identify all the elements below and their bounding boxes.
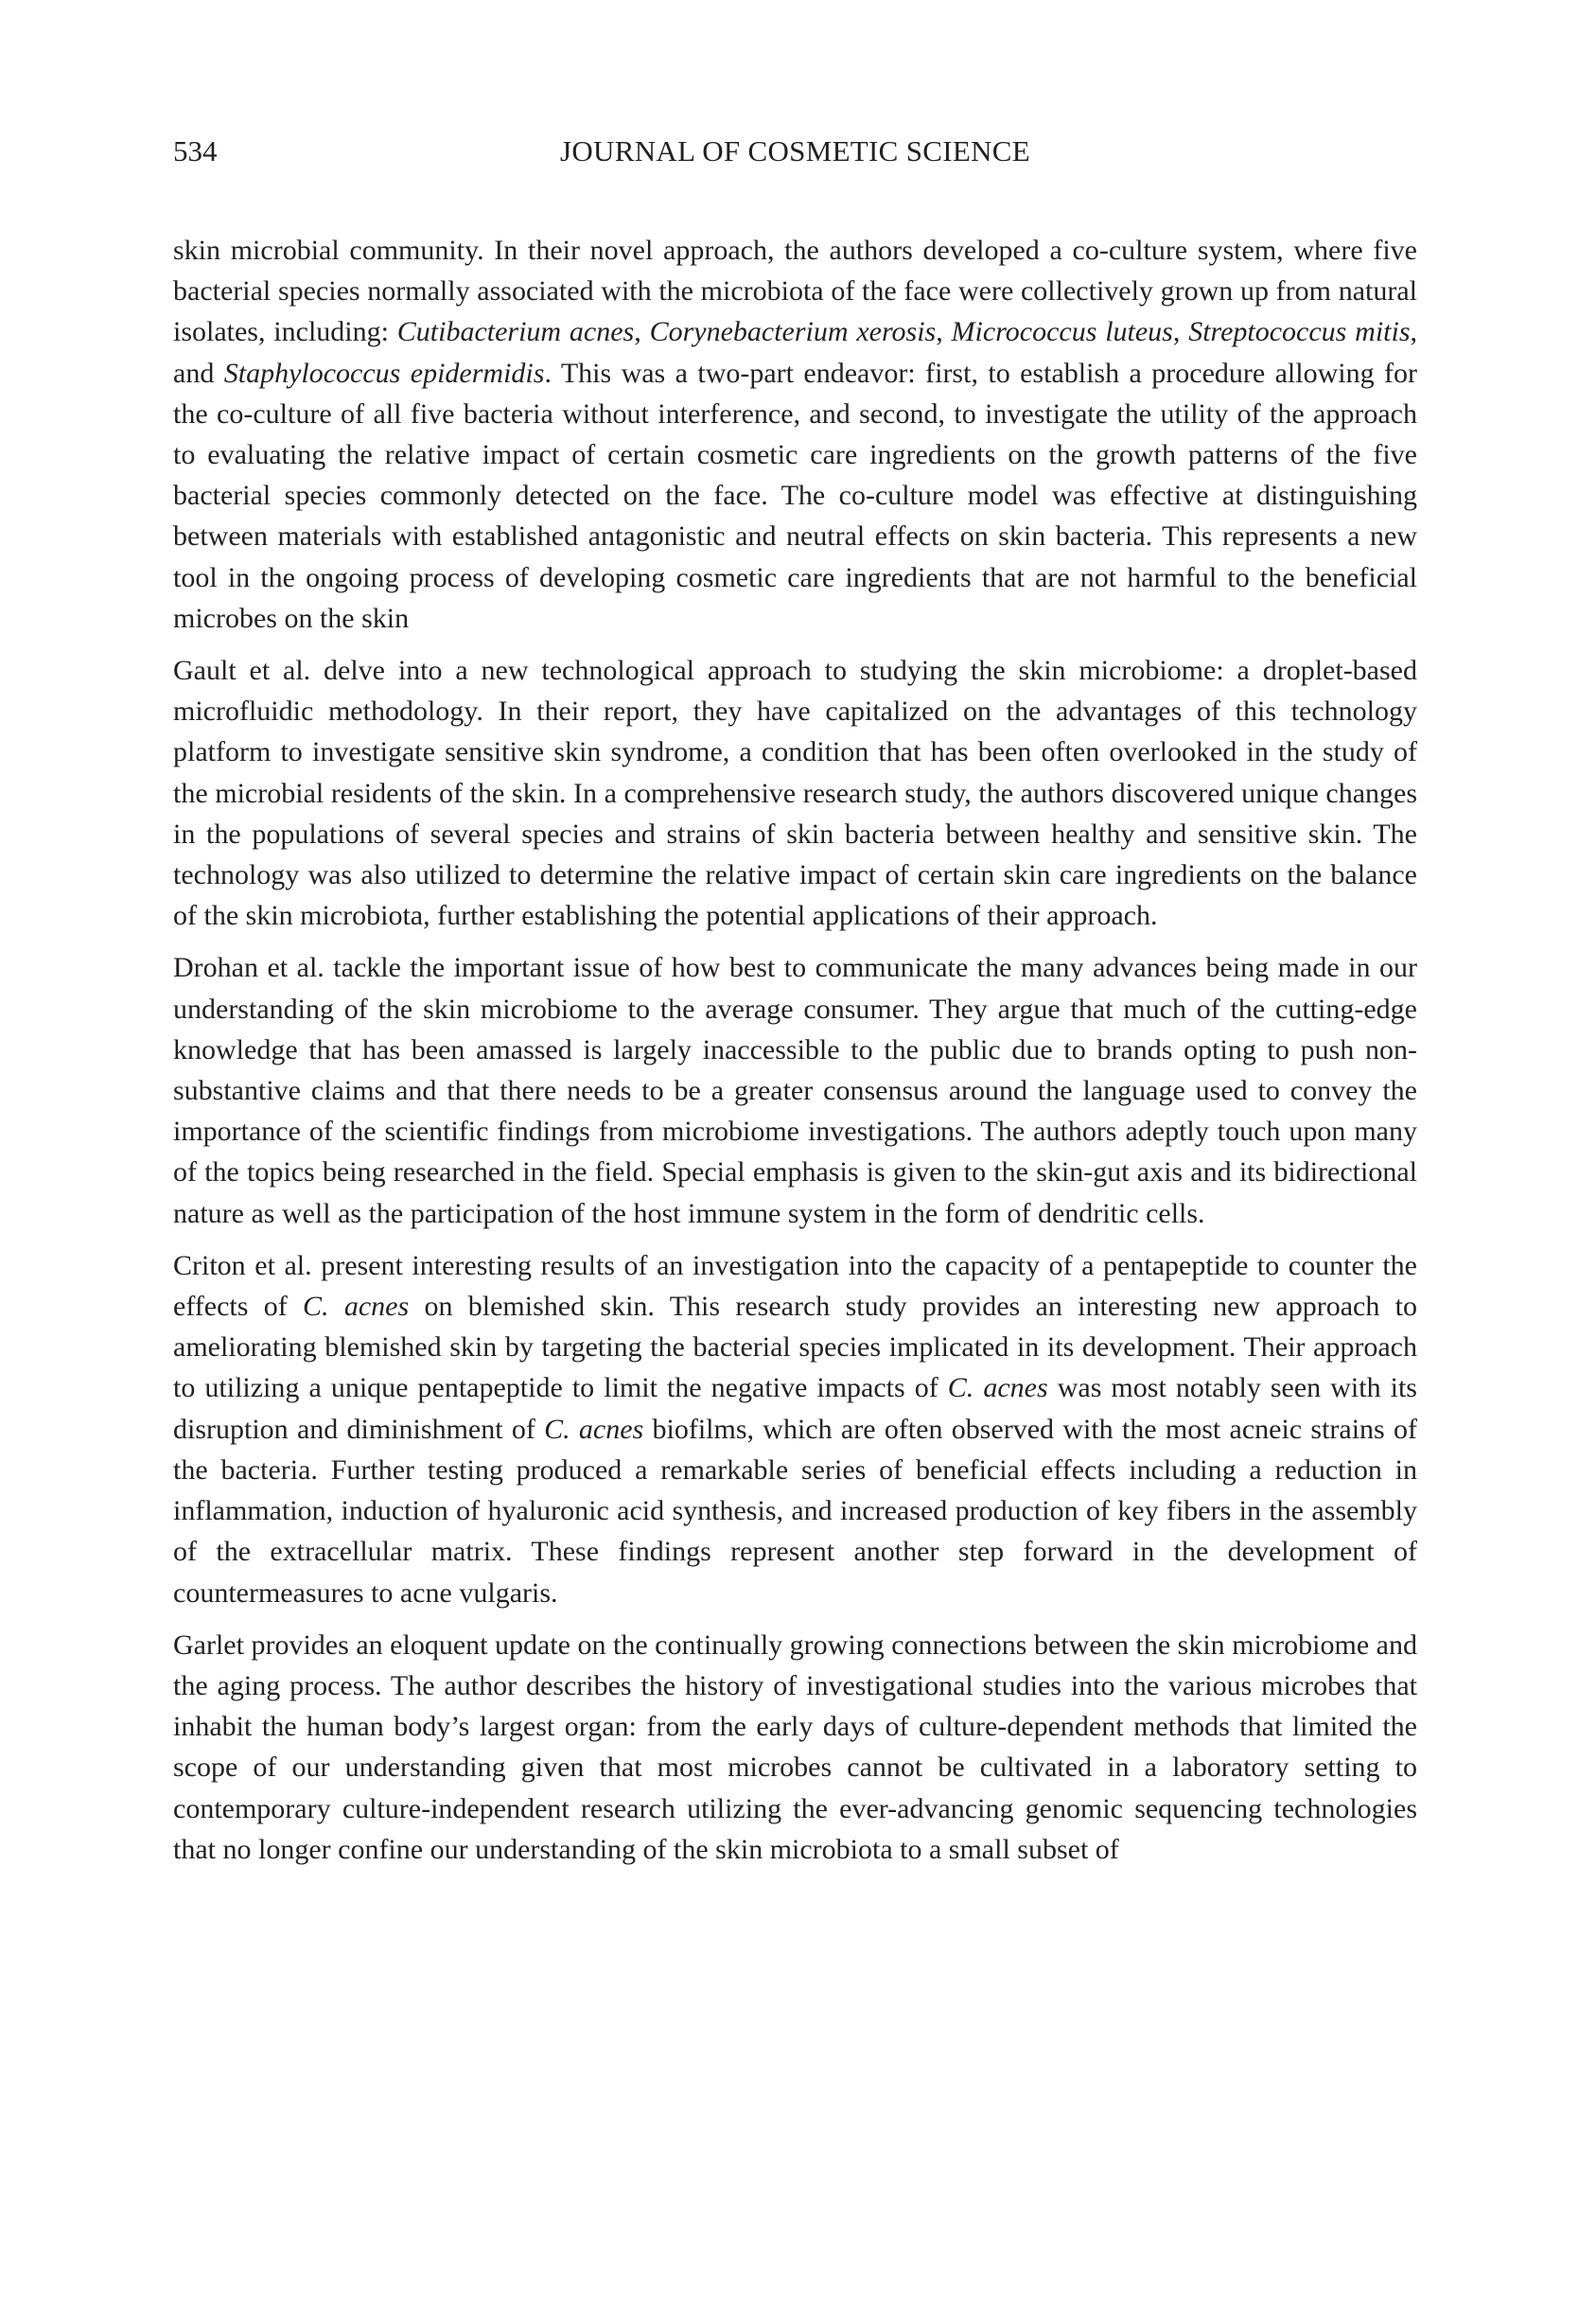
text-segment: Garlet provides an eloquent update on the continually growing connections between the skin microbiome and the aging process. The author describes the history of investigational studies into the various microbes that inhabit the human body’s largest organ: from the early days of culture-dependent methods that limited the scope of our understanding given that most microbes cannot be cultivated in a laboratory setting to contemporary culture-independent research utilizing the ever-advancing genomic sequencing technologies that no longer confine our understanding of the skin microbiota to a small subset of <box>173 1628 1417 1865</box>
text-segment: , <box>634 316 650 348</box>
running-head <box>173 131 1417 172</box>
text-segment: , <box>936 316 952 348</box>
text-segment: Criton et al. present interesting results of an investigation into the capacity of a pentapeptide to counter the effects of <box>173 1249 1417 1323</box>
species-name-italic: Micrococcus luteus <box>951 316 1173 348</box>
text-segment: . This was a two-part endeavor: first, to establish a procedure allowing for the co-culture of all five bacteria without interference, and second, to investigate the utility of the approach to evaluating the relative impact of certain cosmetic care ingredients on the growth patterns of the five bacterial species commonly detected on the face. The co-culture model was effective at distinguishing between materials with established antagonistic and neutral effects on skin bacteria. This represents a new tool in the ongoing process of developing cosmetic care ingredients that are not harmful to the beneficial microbes on the skin <box>173 357 1417 634</box>
text-segment: biofilms, which are often observed with the most acneic strains of the bacteria. Further testing produced a remarkable series of beneficial effects including a reduction in inflammation, induction of hyaluronic acid synthesis, and increased production of key fibers in the assembly of the extracellular matrix. These findings represent another step forward in the development of countermeasures to acne vulgaris. <box>173 1413 1417 1609</box>
species-name-italic: Corynebacterium xerosis <box>649 316 937 348</box>
paragraph-gault-et-al <box>173 650 1417 936</box>
text-segment: skin microbial community. In their novel approach, the authors developed a co-culture system, where five bacterial species normally associated with the microbiota of the face were collectively grown up from natural isolates, including: <box>173 235 1417 348</box>
paragraph-co-culture-system <box>173 230 1417 639</box>
species-name-italic: Cutibacterium acnes <box>396 316 635 348</box>
page-number: 534 <box>173 134 218 167</box>
body-text <box>173 230 1417 1881</box>
paragraph-drohan-et-al <box>173 947 1417 1233</box>
species-name-italic: Streptococcus mitis <box>1188 316 1411 348</box>
text-segment: Gault et al. delve into a new technological approach to studying the skin microbiome: a droplet-based microfluidic methodology. In their report, they have capitalized on the advantages of this technology platform to investigate sensitive skin syndrome, a condition that has been often overlooked in the study of the microbial residents of the skin. In a comprehensive research study, the authors discovered unique changes in the populations of several species and strains of skin bacteria between healthy and sensitive skin. The technology was also utilized to determine the relative impact of certain skin care ingredients on the balance of the skin microbiota, further establishing the potential applications of their approach. <box>173 655 1417 932</box>
paragraph-criton-et-al <box>173 1245 1417 1613</box>
species-name-italic: Staphylococcus epidermidis <box>223 357 545 389</box>
text-segment: , <box>1172 316 1189 348</box>
species-name-italic: C. acnes <box>303 1291 410 1323</box>
text-segment: was most notably seen with its disruption and diminishment of <box>173 1372 1417 1445</box>
species-name-italic: C. acnes <box>947 1372 1048 1404</box>
species-name-italic: C. acnes <box>544 1413 644 1445</box>
journal-title: JOURNAL OF COSMETIC SCIENCE <box>560 134 1030 167</box>
text-segment: , and <box>173 316 1418 389</box>
text-segment: Drohan et al. tackle the important issue of how best to communicate the many advances being made in our understanding of the skin microbiome to the average consumer. They argue that much of the cutting-edge knowledge that has been amassed is largely inaccessible to the public due to brands opting to push non-substantive claims and that there needs to be a greater consensus around the language used to convey the importance of the scientific findings from microbiome investigations. The authors adeptly touch upon many of the topics being researched in the field. Special emphasis is given to the skin-gut axis and its bidirectional nature as well as the participation of the host immune system in the form of dendritic cells. <box>173 952 1417 1229</box>
paragraph-garlet <box>173 1625 1417 1870</box>
text-segment: on blemished skin. This research study provides an interesting new approach to ameliorating blemished skin by targeting the bacterial species implicated in its development. Their approach to utilizing a unique pentapeptide to limit the negative impacts of <box>173 1291 1417 1404</box>
